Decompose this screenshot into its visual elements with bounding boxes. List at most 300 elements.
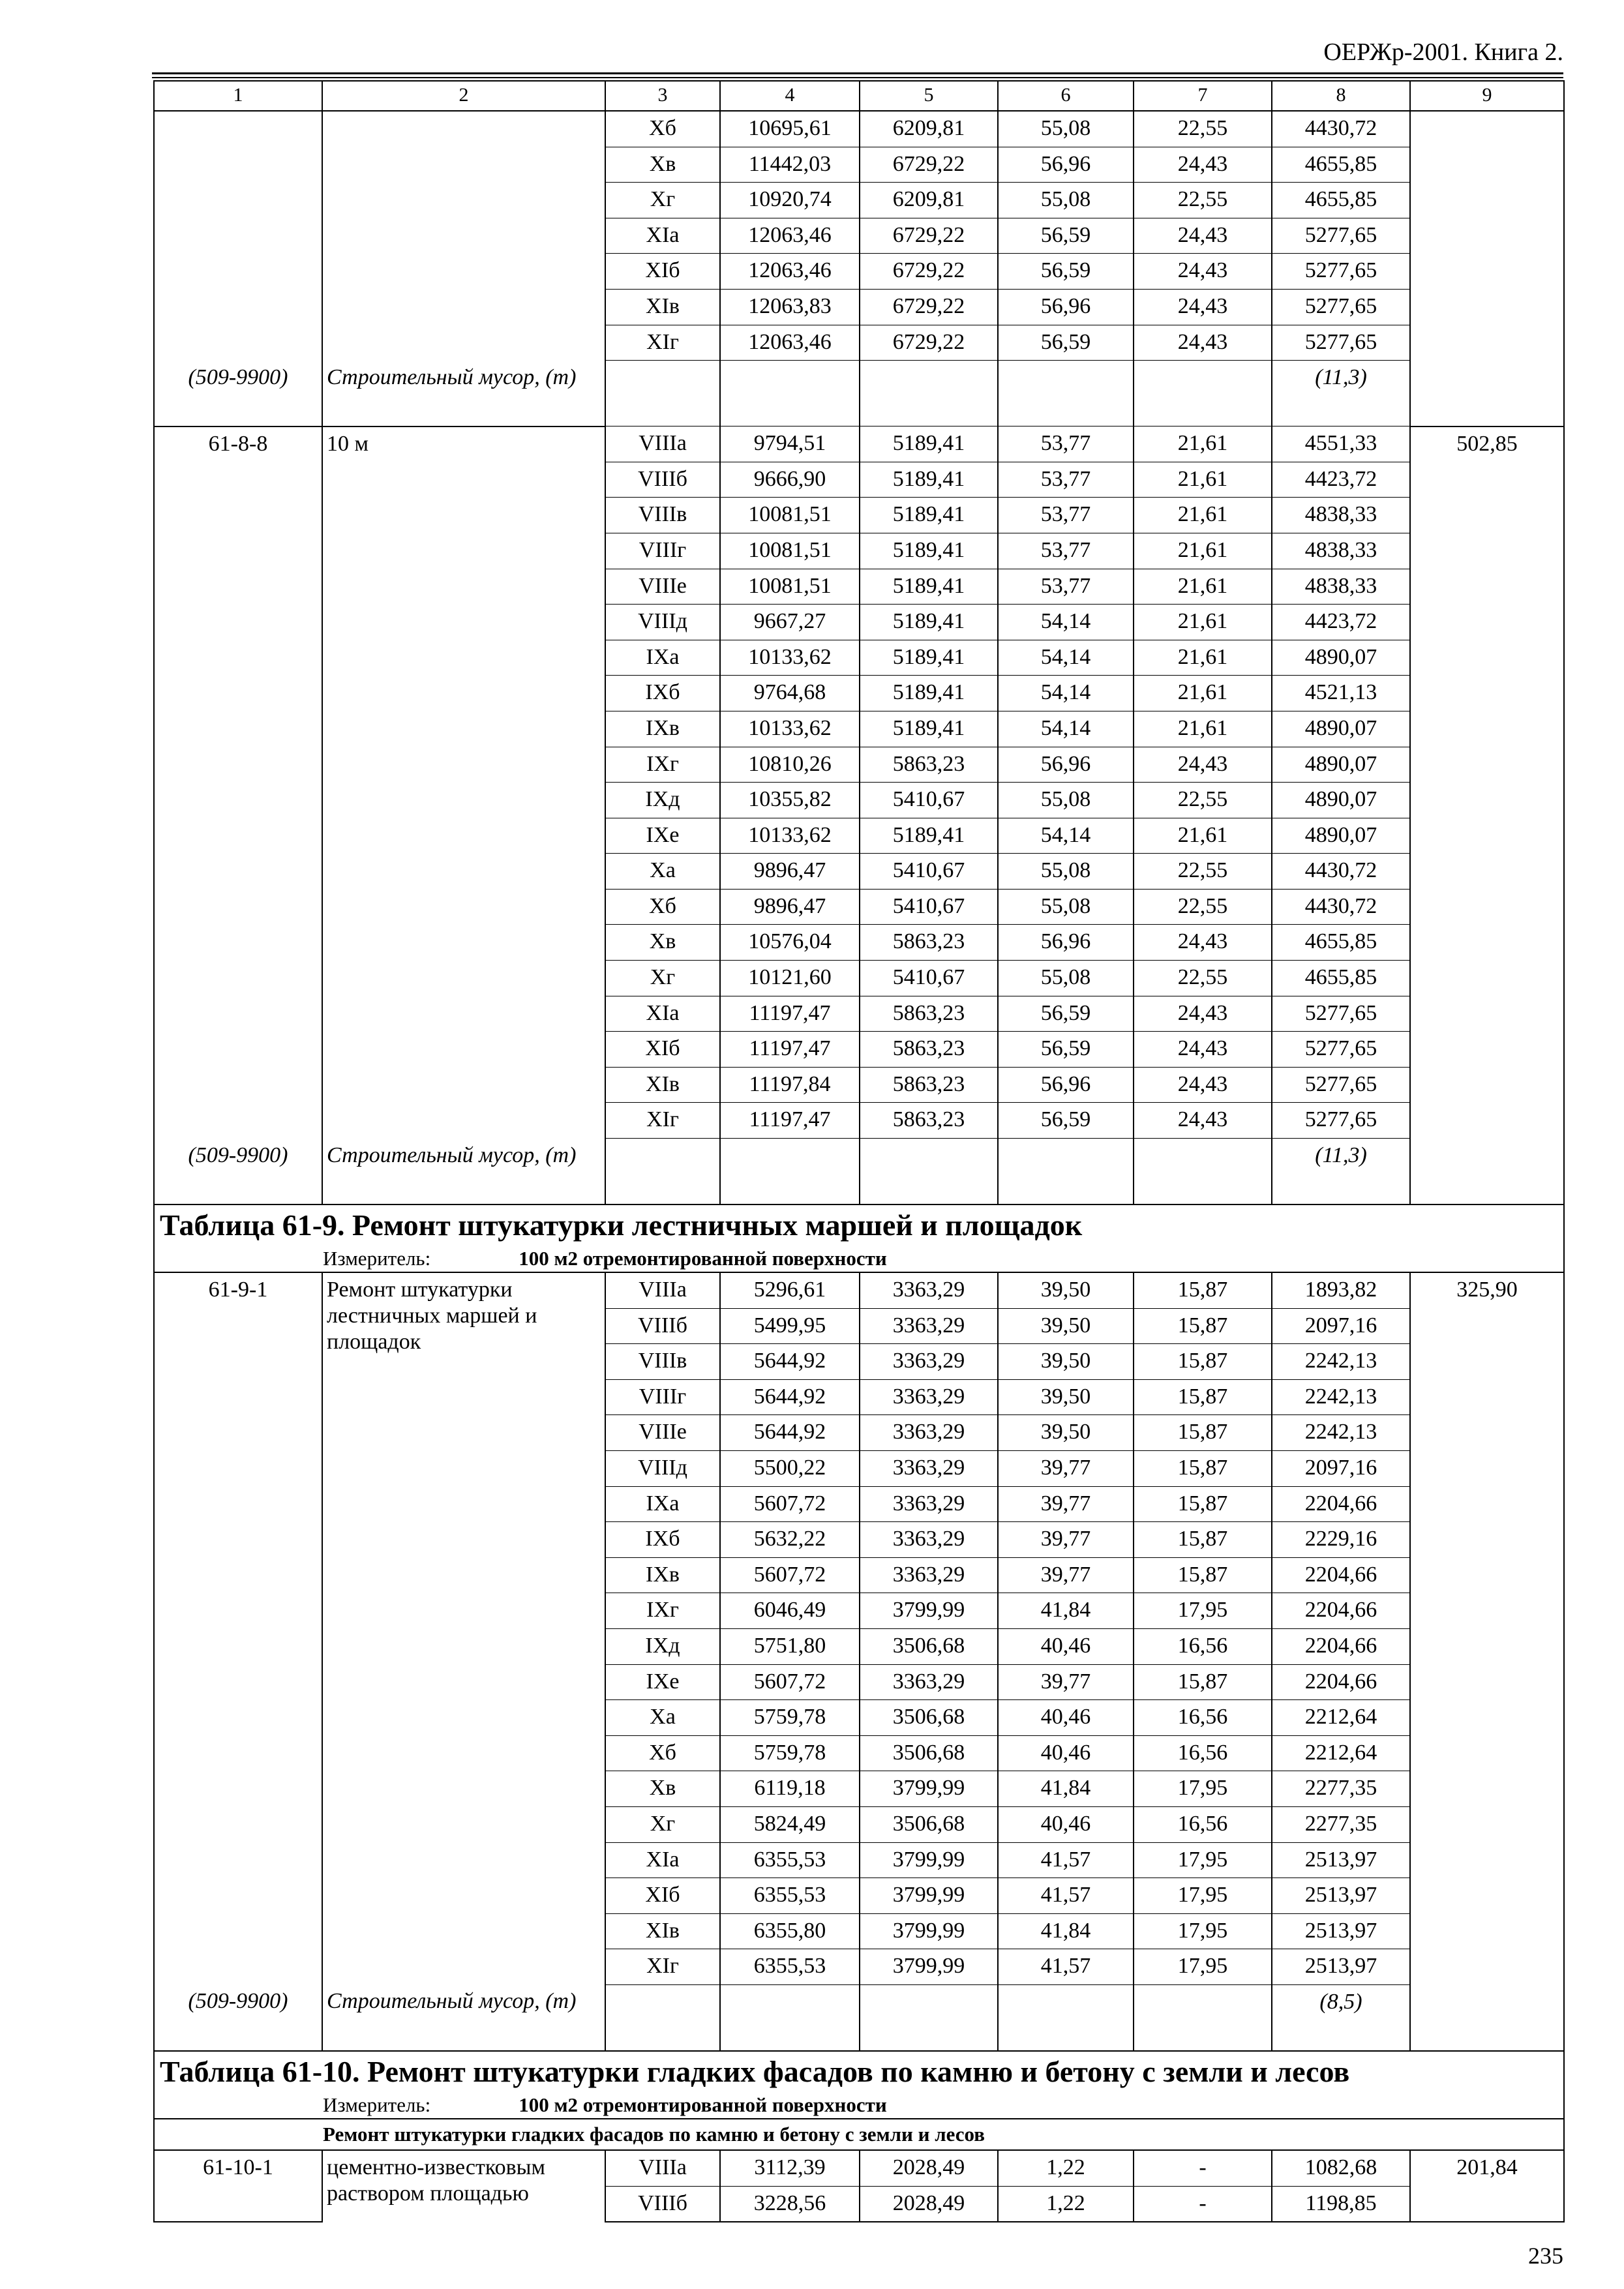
value-cell: 3363,29 bbox=[860, 1344, 998, 1380]
value-cell: 5189,41 bbox=[860, 462, 998, 498]
value-cell: 21,61 bbox=[1134, 569, 1272, 605]
code-cell bbox=[154, 605, 322, 640]
col9-cell bbox=[1410, 183, 1564, 218]
value-cell: 10081,51 bbox=[720, 569, 860, 605]
empty-cell bbox=[605, 361, 720, 426]
value-cell: 3363,29 bbox=[860, 1379, 998, 1415]
code-cell bbox=[154, 1486, 322, 1522]
value-cell: 39,77 bbox=[998, 1451, 1134, 1487]
table-row bbox=[154, 1557, 1564, 1593]
value-cell: 11442,03 bbox=[720, 147, 860, 183]
column-number: 9 bbox=[1410, 81, 1564, 111]
value-cell: 24,43 bbox=[1134, 289, 1272, 325]
col9-cell bbox=[1410, 747, 1564, 783]
value-cell: 3228,56 bbox=[720, 2186, 860, 2222]
value-cell: 12063,46 bbox=[720, 218, 860, 254]
region-cell: IXа bbox=[605, 1486, 720, 1522]
value-cell: 2212,64 bbox=[1272, 1735, 1410, 1771]
document-header: ОЕРЖр-2001. Книга 2. bbox=[1323, 38, 1563, 66]
value-cell: 2513,97 bbox=[1272, 1878, 1410, 1914]
value-cell: 12063,83 bbox=[720, 289, 860, 325]
col9-cell bbox=[1410, 1664, 1564, 1700]
table-row bbox=[154, 1522, 1564, 1558]
value-cell: 41,57 bbox=[998, 1878, 1134, 1914]
col9-cell bbox=[1410, 889, 1564, 925]
code-cell bbox=[154, 1949, 322, 1985]
value-cell: 4890,07 bbox=[1272, 747, 1410, 783]
table-body bbox=[154, 81, 1564, 2222]
column-numbers-row bbox=[154, 81, 1564, 111]
col9-cell bbox=[1410, 361, 1564, 426]
value-cell: 24,43 bbox=[1134, 1103, 1272, 1139]
value-cell: 5644,92 bbox=[720, 1415, 860, 1451]
col9-cell bbox=[1410, 1842, 1564, 1878]
region-cell: IXд bbox=[605, 1628, 720, 1664]
value-cell: 5607,72 bbox=[720, 1486, 860, 1522]
value-cell: 22,55 bbox=[1134, 783, 1272, 818]
value-cell: 2242,13 bbox=[1272, 1415, 1410, 1451]
trash-row bbox=[154, 1139, 1564, 1205]
name-cell bbox=[322, 533, 605, 569]
table-row bbox=[154, 1451, 1564, 1487]
value-cell: 53,77 bbox=[998, 426, 1134, 462]
value-cell: 56,59 bbox=[998, 254, 1134, 290]
col9-cell bbox=[1410, 289, 1564, 325]
table-row bbox=[154, 1842, 1564, 1878]
region-cell: XIв bbox=[605, 1067, 720, 1103]
value-cell: 5277,65 bbox=[1272, 254, 1410, 290]
table-row bbox=[154, 325, 1564, 361]
col9-cell bbox=[1410, 533, 1564, 569]
value-cell: 24,43 bbox=[1134, 254, 1272, 290]
table-row bbox=[154, 218, 1564, 254]
value-cell: 6355,53 bbox=[720, 1949, 860, 1985]
value-cell: 4655,85 bbox=[1272, 925, 1410, 961]
value-cell: 4655,85 bbox=[1272, 183, 1410, 218]
value-cell: 5189,41 bbox=[860, 818, 998, 854]
code-cell bbox=[154, 996, 322, 1032]
value-cell: 1,22 bbox=[998, 2186, 1134, 2222]
table-row bbox=[154, 818, 1564, 854]
col9-cell bbox=[1410, 1557, 1564, 1593]
col9-cell bbox=[1410, 498, 1564, 533]
name-cell bbox=[322, 783, 605, 818]
value-cell: 15,87 bbox=[1134, 1486, 1272, 1522]
name-cell bbox=[322, 1415, 605, 1451]
region-cell: Xв bbox=[605, 925, 720, 961]
value-cell: 5277,65 bbox=[1272, 996, 1410, 1032]
value-cell: 55,08 bbox=[998, 961, 1134, 996]
value-cell: 16,56 bbox=[1134, 1806, 1272, 1842]
value-cell: 5277,65 bbox=[1272, 1032, 1410, 1068]
value-cell: 22,55 bbox=[1134, 961, 1272, 996]
region-cell: IXа bbox=[605, 640, 720, 676]
name-cell bbox=[322, 818, 605, 854]
name-cell bbox=[322, 1593, 605, 1629]
region-cell: Xб bbox=[605, 111, 720, 147]
code-cell bbox=[154, 1103, 322, 1139]
value-cell: 41,57 bbox=[998, 1949, 1134, 1985]
value-cell: 39,50 bbox=[998, 1415, 1134, 1451]
col9-cell bbox=[1410, 1379, 1564, 1415]
col9-cell bbox=[1410, 1771, 1564, 1807]
value-cell: 15,87 bbox=[1134, 1451, 1272, 1487]
code-cell bbox=[154, 1664, 322, 1700]
code-cell bbox=[154, 640, 322, 676]
code-cell: 61-10-1 bbox=[154, 2150, 322, 2186]
name-cell bbox=[322, 925, 605, 961]
col9-cell bbox=[1410, 605, 1564, 640]
table-row bbox=[154, 1067, 1564, 1103]
value-cell: 21,61 bbox=[1134, 426, 1272, 462]
table-row bbox=[154, 462, 1564, 498]
region-cell: Xг bbox=[605, 1806, 720, 1842]
value-cell: 55,08 bbox=[998, 183, 1134, 218]
value-cell: 2097,16 bbox=[1272, 1451, 1410, 1487]
value-cell: 2277,35 bbox=[1272, 1771, 1410, 1807]
table-row bbox=[154, 2150, 1564, 2186]
value-cell: 56,59 bbox=[998, 1103, 1134, 1139]
value-cell: 5189,41 bbox=[860, 569, 998, 605]
value-cell: 6729,22 bbox=[860, 289, 998, 325]
value-cell: 3799,99 bbox=[860, 1949, 998, 1985]
name-cell bbox=[322, 1522, 605, 1558]
col9-cell bbox=[1410, 1308, 1564, 1344]
value-cell: 2513,97 bbox=[1272, 1913, 1410, 1949]
code-cell bbox=[154, 1032, 322, 1068]
value-cell: 39,77 bbox=[998, 1522, 1134, 1558]
value-cell: 3799,99 bbox=[860, 1913, 998, 1949]
header-rule-thin bbox=[152, 77, 1563, 78]
empty-cell bbox=[1134, 1139, 1272, 1205]
value-cell: 17,95 bbox=[1134, 1878, 1272, 1914]
value-cell: 6729,22 bbox=[860, 218, 998, 254]
region-cell: VIIIб bbox=[605, 1308, 720, 1344]
value-cell: 24,43 bbox=[1134, 996, 1272, 1032]
value-cell: 5644,92 bbox=[720, 1344, 860, 1380]
empty-cell bbox=[720, 1139, 860, 1205]
col9-cell bbox=[1410, 818, 1564, 854]
col9-cell bbox=[1410, 1913, 1564, 1949]
table-row bbox=[154, 711, 1564, 747]
region-cell: XIб bbox=[605, 254, 720, 290]
code-cell bbox=[154, 1344, 322, 1380]
value-cell: 3112,39 bbox=[720, 2150, 860, 2186]
empty-cell bbox=[998, 361, 1134, 426]
region-cell: IXг bbox=[605, 1593, 720, 1629]
value-cell: 15,87 bbox=[1134, 1664, 1272, 1700]
measure-value: 100 м2 отремонтированной поверхности bbox=[519, 2093, 887, 2116]
code-cell bbox=[154, 854, 322, 890]
value-cell: 22,55 bbox=[1134, 889, 1272, 925]
name-cell bbox=[322, 676, 605, 711]
value-cell: 6209,81 bbox=[860, 111, 998, 147]
col9-cell bbox=[1410, 1700, 1564, 1736]
column-number: 3 bbox=[605, 81, 720, 111]
name-cell bbox=[322, 961, 605, 996]
value-cell: 2204,66 bbox=[1272, 1593, 1410, 1629]
table-row bbox=[154, 925, 1564, 961]
value-cell: 2097,16 bbox=[1272, 1308, 1410, 1344]
value-cell: 24,43 bbox=[1134, 1067, 1272, 1103]
col9-cell: 502,85 bbox=[1410, 426, 1564, 462]
value-cell: 17,95 bbox=[1134, 1913, 1272, 1949]
name-cell bbox=[322, 1557, 605, 1593]
value-cell: 10133,62 bbox=[720, 640, 860, 676]
value-cell: 3363,29 bbox=[860, 1486, 998, 1522]
value-cell: 3363,29 bbox=[860, 1664, 998, 1700]
trash-value: (8,5) bbox=[1272, 1984, 1410, 2051]
code-cell: 61-9-1 bbox=[154, 1272, 322, 1308]
table-row bbox=[154, 1593, 1564, 1629]
value-cell: 4890,07 bbox=[1272, 783, 1410, 818]
value-cell: 3363,29 bbox=[860, 1557, 998, 1593]
value-cell: 11197,47 bbox=[720, 1032, 860, 1068]
value-cell: 5824,49 bbox=[720, 1806, 860, 1842]
measure-label: Измеритель: bbox=[323, 1247, 431, 1270]
code-cell bbox=[154, 1308, 322, 1344]
table-title: Таблица 61-9. Ремонт штукатурки лестничных маршей и площадок bbox=[154, 1204, 1564, 1246]
region-cell: VIIIв bbox=[605, 1344, 720, 1380]
table-row bbox=[154, 1103, 1564, 1139]
col9-cell bbox=[1410, 1522, 1564, 1558]
code-cell bbox=[154, 1842, 322, 1878]
value-cell: 16,56 bbox=[1134, 1735, 1272, 1771]
table-row bbox=[154, 676, 1564, 711]
code-cell bbox=[154, 1522, 322, 1558]
table-row bbox=[154, 747, 1564, 783]
value-cell: 2204,66 bbox=[1272, 1628, 1410, 1664]
region-cell: IXб bbox=[605, 676, 720, 711]
value-cell: 15,87 bbox=[1134, 1415, 1272, 1451]
code-cell bbox=[154, 1878, 322, 1914]
measure-value: 100 м2 отремонтированной поверхности bbox=[519, 1247, 887, 1270]
value-cell: 5863,23 bbox=[860, 925, 998, 961]
name-cell bbox=[322, 462, 605, 498]
region-cell: IXе bbox=[605, 1664, 720, 1700]
code-cell bbox=[154, 1415, 322, 1451]
trash-code: (509-9900) bbox=[154, 361, 322, 426]
region-cell: XIг bbox=[605, 1103, 720, 1139]
name-cell bbox=[322, 1842, 605, 1878]
value-cell: 9896,47 bbox=[720, 889, 860, 925]
value-cell: 5410,67 bbox=[860, 961, 998, 996]
code-cell bbox=[154, 1557, 322, 1593]
value-cell: 3363,29 bbox=[860, 1522, 998, 1558]
value-cell: 5863,23 bbox=[860, 747, 998, 783]
table-row bbox=[154, 289, 1564, 325]
value-cell: 1893,82 bbox=[1272, 1272, 1410, 1308]
value-cell: 56,96 bbox=[998, 925, 1134, 961]
value-cell: 10133,62 bbox=[720, 711, 860, 747]
value-cell: 40,46 bbox=[998, 1735, 1134, 1771]
value-cell: 21,61 bbox=[1134, 462, 1272, 498]
value-cell: 5607,72 bbox=[720, 1664, 860, 1700]
value-cell: 22,55 bbox=[1134, 854, 1272, 890]
col9-cell bbox=[1410, 1032, 1564, 1068]
value-cell: 4890,07 bbox=[1272, 818, 1410, 854]
value-cell: 24,43 bbox=[1134, 147, 1272, 183]
table-row bbox=[154, 426, 1564, 462]
name-cell: цементно-известковым раствором площадью bbox=[322, 2150, 605, 2222]
table-row bbox=[154, 1735, 1564, 1771]
table-row bbox=[154, 783, 1564, 818]
value-cell: 11197,47 bbox=[720, 996, 860, 1032]
value-cell: 39,50 bbox=[998, 1379, 1134, 1415]
value-cell: 40,46 bbox=[998, 1700, 1134, 1736]
value-cell: 17,95 bbox=[1134, 1593, 1272, 1629]
column-number: 4 bbox=[720, 81, 860, 111]
value-cell: 55,08 bbox=[998, 111, 1134, 147]
value-cell: 2028,49 bbox=[860, 2186, 998, 2222]
value-cell: 53,77 bbox=[998, 498, 1134, 533]
value-cell: 2229,16 bbox=[1272, 1522, 1410, 1558]
value-cell: 5277,65 bbox=[1272, 289, 1410, 325]
value-cell: 6119,18 bbox=[720, 1771, 860, 1807]
trash-value: (11,3) bbox=[1272, 361, 1410, 426]
empty-cell bbox=[998, 1984, 1134, 2051]
value-cell: 24,43 bbox=[1134, 747, 1272, 783]
value-cell: 5632,22 bbox=[720, 1522, 860, 1558]
value-cell: 2212,64 bbox=[1272, 1700, 1410, 1736]
value-cell: 6355,80 bbox=[720, 1913, 860, 1949]
code-cell bbox=[154, 711, 322, 747]
trash-code: (509-9900) bbox=[154, 1139, 322, 1205]
empty-cell bbox=[998, 1139, 1134, 1205]
region-cell: Xг bbox=[605, 183, 720, 218]
value-cell: 3506,68 bbox=[860, 1628, 998, 1664]
value-cell: 10355,82 bbox=[720, 783, 860, 818]
empty-cell bbox=[720, 361, 860, 426]
empty-cell bbox=[860, 1984, 998, 2051]
trash-row bbox=[154, 1984, 1564, 2051]
col9-cell bbox=[1410, 1415, 1564, 1451]
value-cell: 12063,46 bbox=[720, 325, 860, 361]
value-cell: 17,95 bbox=[1134, 1949, 1272, 1985]
name-cell bbox=[322, 1700, 605, 1736]
table-row bbox=[154, 1771, 1564, 1807]
name-cell bbox=[322, 1771, 605, 1807]
code-cell bbox=[154, 1628, 322, 1664]
region-cell: IXе bbox=[605, 818, 720, 854]
name-cell bbox=[322, 1806, 605, 1842]
value-cell: 6209,81 bbox=[860, 183, 998, 218]
value-cell: 5751,80 bbox=[720, 1628, 860, 1664]
value-cell: 6729,22 bbox=[860, 147, 998, 183]
table-title-row bbox=[154, 1204, 1564, 1246]
value-cell: 17,95 bbox=[1134, 1842, 1272, 1878]
code-cell bbox=[154, 1806, 322, 1842]
table-row bbox=[154, 147, 1564, 183]
name-cell bbox=[322, 498, 605, 533]
value-cell: 21,61 bbox=[1134, 640, 1272, 676]
value-cell: 24,43 bbox=[1134, 325, 1272, 361]
table-row bbox=[154, 1415, 1564, 1451]
name-cell bbox=[322, 147, 605, 183]
measure-row bbox=[154, 2092, 1564, 2119]
value-cell: 5863,23 bbox=[860, 1067, 998, 1103]
table-row bbox=[154, 111, 1564, 147]
name-cell bbox=[322, 111, 605, 147]
value-cell: 4655,85 bbox=[1272, 961, 1410, 996]
col9-cell bbox=[1410, 1067, 1564, 1103]
value-cell: - bbox=[1134, 2150, 1272, 2186]
column-number: 1 bbox=[154, 81, 322, 111]
value-cell: 21,61 bbox=[1134, 498, 1272, 533]
value-cell: 11197,84 bbox=[720, 1067, 860, 1103]
code-cell bbox=[154, 289, 322, 325]
value-cell: 2204,66 bbox=[1272, 1664, 1410, 1700]
col9-cell bbox=[1410, 462, 1564, 498]
value-cell: 2204,66 bbox=[1272, 1486, 1410, 1522]
name-cell bbox=[322, 1664, 605, 1700]
value-cell: 5189,41 bbox=[860, 640, 998, 676]
value-cell: 41,84 bbox=[998, 1593, 1134, 1629]
value-cell: 3799,99 bbox=[860, 1593, 998, 1629]
value-cell: 2277,35 bbox=[1272, 1806, 1410, 1842]
column-number: 5 bbox=[860, 81, 998, 111]
code-cell bbox=[154, 183, 322, 218]
empty-cell bbox=[605, 1984, 720, 2051]
value-cell: 2242,13 bbox=[1272, 1344, 1410, 1380]
region-cell: Xв bbox=[605, 147, 720, 183]
name-cell bbox=[322, 711, 605, 747]
code-cell bbox=[154, 218, 322, 254]
value-cell: 39,77 bbox=[998, 1486, 1134, 1522]
name-cell bbox=[322, 1486, 605, 1522]
trash-value: (11,3) bbox=[1272, 1139, 1410, 1205]
value-cell: 4423,72 bbox=[1272, 605, 1410, 640]
code-cell bbox=[154, 1379, 322, 1415]
header-rule bbox=[152, 72, 1563, 74]
region-cell: XIг bbox=[605, 1949, 720, 1985]
value-cell: 3363,29 bbox=[860, 1272, 998, 1308]
value-cell: 4838,33 bbox=[1272, 569, 1410, 605]
table-title: Таблица 61-10. Ремонт штукатурки гладких фасадов по камню и бетону с земли и лесов bbox=[154, 2051, 1564, 2092]
name-cell bbox=[322, 289, 605, 325]
name-cell bbox=[322, 854, 605, 890]
column-number: 6 bbox=[998, 81, 1134, 111]
value-cell: 15,87 bbox=[1134, 1557, 1272, 1593]
col9-cell bbox=[1410, 1344, 1564, 1380]
value-cell: 41,84 bbox=[998, 1913, 1134, 1949]
value-cell: 2028,49 bbox=[860, 2150, 998, 2186]
name-cell bbox=[322, 889, 605, 925]
table-row bbox=[154, 640, 1564, 676]
value-cell: 5189,41 bbox=[860, 426, 998, 462]
col9-cell bbox=[1410, 961, 1564, 996]
value-cell: 5499,95 bbox=[720, 1308, 860, 1344]
trash-label: Строительный мусор, (т) bbox=[322, 361, 605, 426]
code-cell bbox=[154, 1451, 322, 1487]
value-cell: 5759,78 bbox=[720, 1735, 860, 1771]
table-row bbox=[154, 996, 1564, 1032]
code-cell bbox=[154, 783, 322, 818]
value-cell: 2242,13 bbox=[1272, 1379, 1410, 1415]
value-cell: 10081,51 bbox=[720, 533, 860, 569]
value-cell: 3799,99 bbox=[860, 1878, 998, 1914]
measure-label: Измеритель: bbox=[323, 2093, 431, 2116]
table-row bbox=[154, 1486, 1564, 1522]
name-cell bbox=[322, 1949, 605, 1985]
empty-cell bbox=[605, 1139, 720, 1205]
measure-cell bbox=[154, 2092, 1564, 2119]
name-cell bbox=[322, 996, 605, 1032]
region-cell: IXд bbox=[605, 783, 720, 818]
table-row bbox=[154, 533, 1564, 569]
value-cell: 4430,72 bbox=[1272, 889, 1410, 925]
value-cell: 1,22 bbox=[998, 2150, 1134, 2186]
